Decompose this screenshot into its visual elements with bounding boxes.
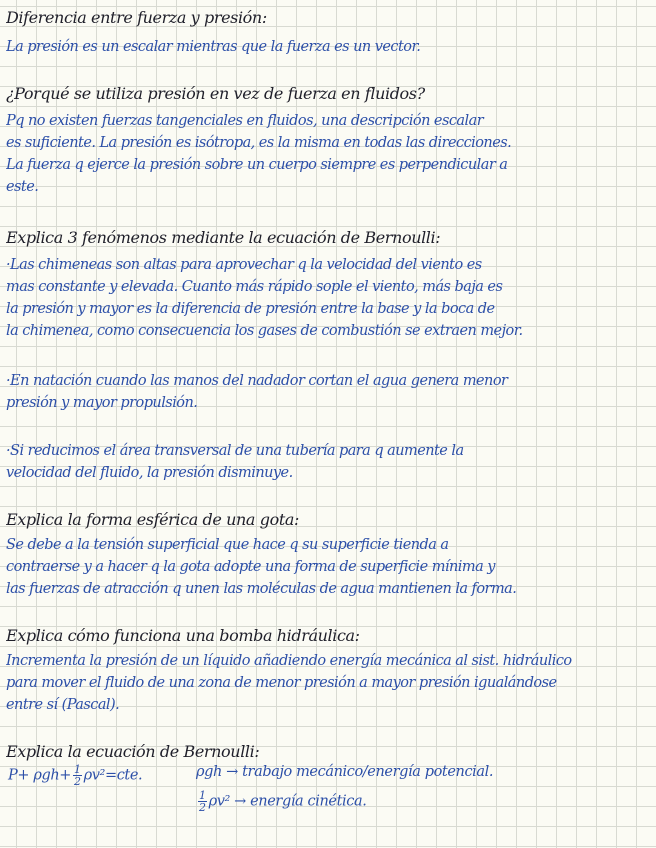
answer-line: ·Si reducimos el área transversal de una tubería para q aumente la (6, 443, 464, 459)
answer-line: entre sí (Pascal). (6, 697, 120, 713)
formula-right: ρv²=cte. (83, 767, 143, 784)
answer-line: La presión es un escalar mientras que la fuerza es un vector. (6, 39, 421, 55)
answer-tuberia (6, 440, 650, 484)
answer-line: Se debe a la tensión superficial que hace q su superficie tienda a (6, 537, 449, 553)
answer-gota (6, 534, 650, 600)
fraction-numerator: 1 (199, 789, 206, 802)
question-ecuacion-bernoulli: Explica la ecuación de Bernoulli: (6, 742, 260, 761)
note-text: ρv² → energía cinética. (208, 793, 367, 810)
note-energia-cinetica (196, 790, 366, 813)
answer-bomba-hidraulica (6, 650, 650, 716)
answer-line: las fuerzas de atracción q unen las moléculas de agua mantienen la forma. (6, 581, 517, 597)
answer-line: este. (6, 179, 39, 195)
answer-line: contraerse y a hacer q la gota adopte una forma de superficie mínima y (6, 559, 495, 575)
answer-natacion (6, 370, 650, 414)
question-gota: Explica la forma esférica de una gota: (6, 510, 299, 529)
answer-line: Pq no existen fuerzas tangenciales en fluidos, una descripción escalar (6, 113, 484, 129)
note-fraction (198, 790, 207, 813)
answer-chimeneas (6, 254, 650, 342)
fraction-numerator: 1 (74, 763, 81, 776)
formula-left: P+ ρgh+ (8, 767, 72, 784)
answer-line: La fuerza q ejerce la presión sobre un cuerpo siempre es perpendicular a (6, 157, 508, 173)
question-bomba-hidraulica: Explica cómo funciona una bomba hidráulica: (6, 626, 360, 645)
answer-line: es suficiente. La presión es isótropa, es la misma en todas las direcciones. (6, 135, 512, 151)
answer-line: la chimenea, como consecuencia los gases de combustión se extraen mejor. (6, 323, 523, 339)
answer-line: mas constante y elevada. Cuanto más rápido sople el viento, más baja es (6, 279, 503, 295)
answer-fuerza-presion (6, 36, 650, 58)
note-energia-potencial: ρgh → trabajo mecánico/energía potencial. (196, 764, 494, 780)
answer-line: para mover el fluido de una zona de menor presión a mayor presión igualándose (6, 675, 557, 691)
question-fuerza-presion: Diferencia entre fuerza y presión: (6, 8, 267, 27)
answer-line: la presión y mayor es la diferencia de presión entre la base y la boca de (6, 301, 495, 317)
question-bernoulli-fenomenos: Explica 3 fenómenos mediante la ecuación de Bernoulli: (6, 228, 441, 247)
answer-line: ·Las chimeneas son altas para aprovechar q la velocidad del viento es (6, 257, 482, 273)
answer-line: velocidad del fluido, la presión disminuye. (6, 465, 293, 481)
formula-fraction (73, 764, 82, 787)
fraction-denominator: 2 (199, 801, 206, 814)
answer-line: presión y mayor propulsión. (6, 395, 198, 411)
fraction-denominator: 2 (74, 775, 81, 788)
question-presion-fluidos: ¿Porqué se utiliza presión en vez de fuerza en fluidos? (6, 84, 425, 103)
answer-line: Incrementa la presión de un líquido añadiendo energía mecánica al sist. hidráulico (6, 653, 572, 669)
bernoulli-formula (8, 764, 142, 787)
answer-presion-fluidos (6, 110, 650, 198)
answer-line: ·En natación cuando las manos del nadador cortan el agua genera menor (6, 373, 508, 389)
